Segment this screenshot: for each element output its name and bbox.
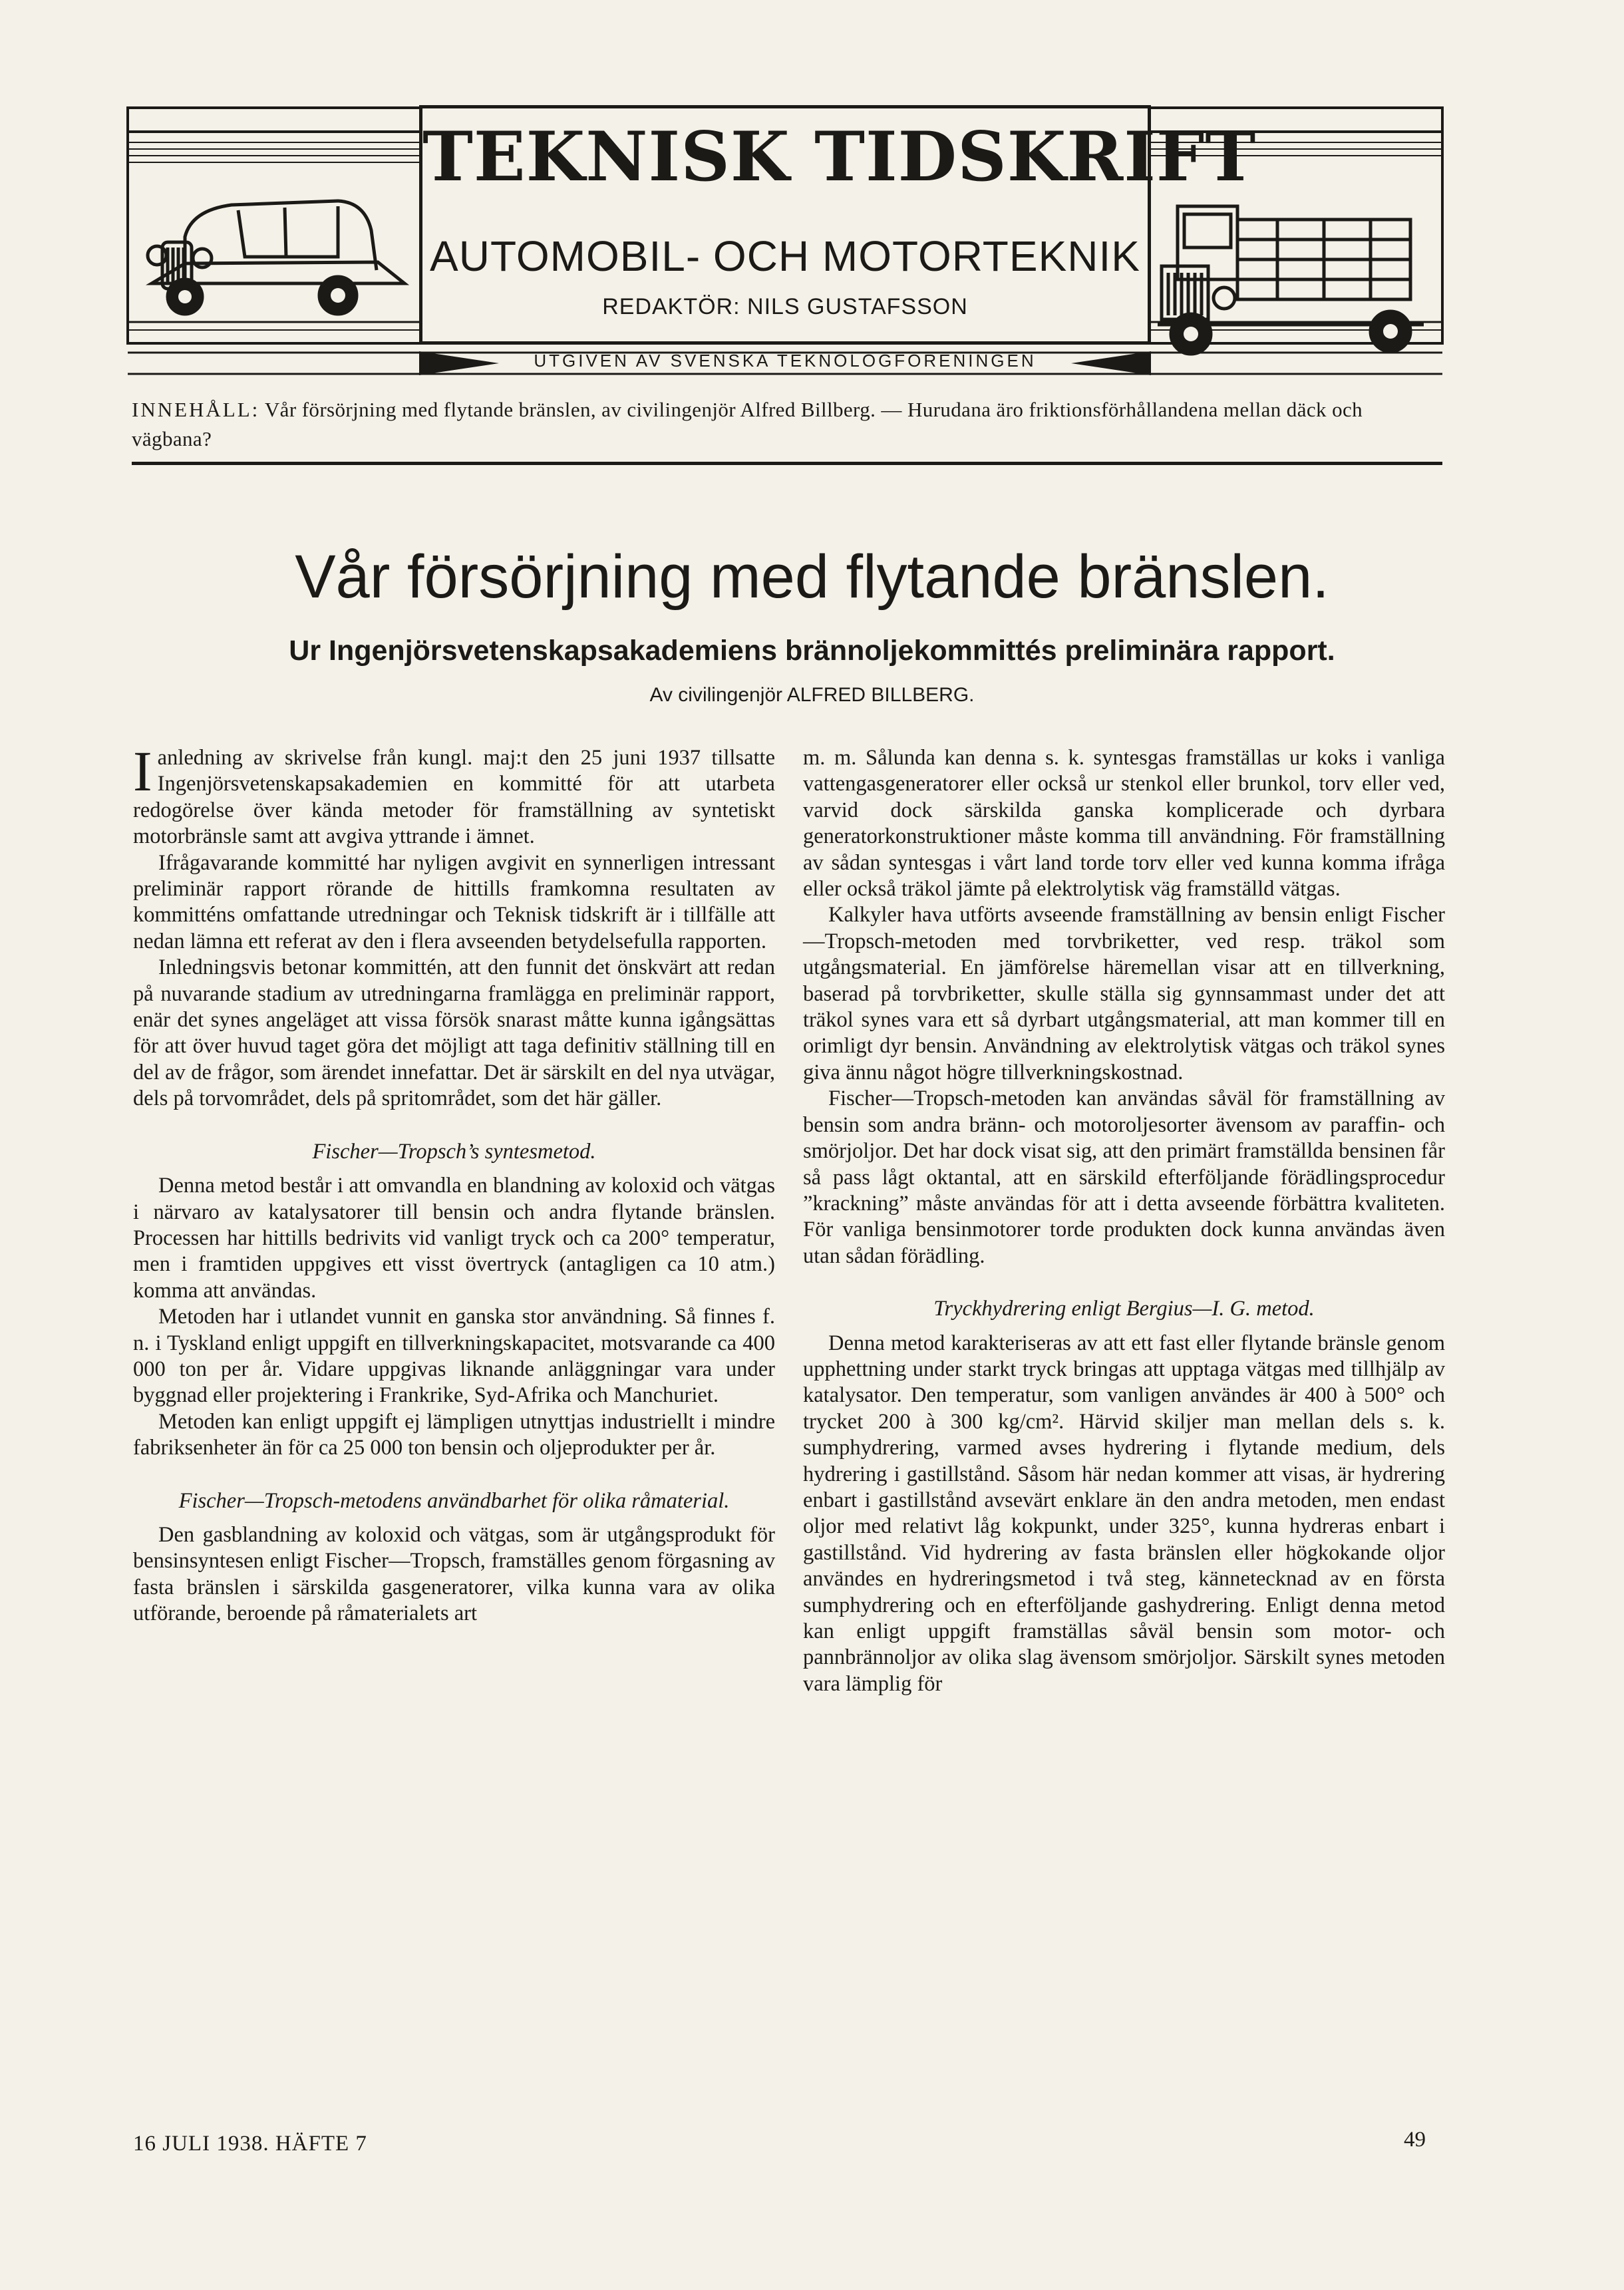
magazine-subtitle: AUTOMOBIL- OCH MOTORTEKNIK: [430, 232, 1140, 280]
magazine-title: TEKNISK TIDSKRIFT: [422, 117, 1257, 197]
paragraph: Ifrågavarande kommitté har nyligen avgivit en synnerligen intressant preliminär rapport rörande de hittills framkomna resultaten av kommitténs omfattande utredningar och Teknisk tidskrift är i tillfälle att nedan lämna ett referat av den i flera avseenden betydelsefulla rapporten.: [133, 850, 775, 953]
paragraph: Denna metod består i att omvandla en blandning av koloxid och vätgas i närvaro av katalysatorer till bensin och andra flytande bränslen. Processen har hittills bedrivits vid vanligt tryck och ca 200° temperatur, men i framtiden uppgives ett visst övertryck (antagligen ca 10 atm.) komma att användas.: [133, 1174, 775, 1303]
issue-date: 16 JULI 1938. HÄFTE 7: [133, 2132, 367, 2156]
paragraph: Metoden har i utlandet vunnit en ganska stor användning. Så finnes f. n. i Tyskland enligt uppgift en tillverkningskapacitet, motsvarande ca 400 000 ton per år. Vidare uppgivas liknande anläggningar vara under byggnad eller projektering i Frankrike, Syd-Afrika och Manchuriet.: [133, 1305, 775, 1408]
editor-line: REDAKTÖR: NILS GUSTAFSSON: [602, 294, 968, 319]
masthead-title-box: [419, 105, 1257, 345]
article-title: Vår försörjning med flytande bränslen.: [295, 543, 1329, 611]
contents-text: Vår försörjning med flytande bränslen, av civilingenjör Alfred Billberg. — Hurudana äro friktionsförhållandena mellan däck och vägbana?: [132, 398, 1363, 450]
article-subtitle: Ur Ingenjörsvetenskapsakademiens brännoljekommittés preliminära rapport.: [289, 635, 1335, 667]
paragraph: Ianledning av skrivelse från kungl. maj:t den 25 juni 1937 tillsatte Ingenjörsvetenskapsakademien en kommitté för att utarbeta redogörelse över kända metoder för framställning av syntetiskt motorbränsle samt att avgiva yttrande i ämnet.: [133, 739, 775, 849]
paragraph: Den gasblandning av koloxid och vätgas, som är utgångsprodukt för bensinsyntesen enligt Fischer—Tropsch, framställes genom förgasning av fasta bränslen i särskilda gasgeneratorer, vilka kunna vara av olika utförande, beroende på råmaterialets art: [133, 1522, 775, 1626]
contents-label: INNEHÅLL:: [132, 398, 260, 421]
right-column: [803, 745, 1445, 1697]
page-number: 49: [1404, 2128, 1426, 2152]
article-byline: Av civilingenjör ALFRED BILLBERG.: [649, 684, 975, 706]
section-heading: Tryckhydrering enligt Bergius—I. G. metod.: [933, 1297, 1315, 1321]
publisher-banner: [419, 345, 1151, 377]
publisher-banner-text: UTGIVEN AV SVENSKA TEKNOLOGFÖRENINGEN: [534, 351, 1037, 371]
section-heading: Fischer—Tropsch’s syntesmetod.: [312, 1139, 596, 1164]
contents-divider: [132, 462, 1442, 465]
paragraph: Kalkyler hava utförts avseende framställning av bensin enligt Fischer—Tropsch-metoden med torvbriketter, ved resp. träkol som utgångsmaterial. En jämförelse häremellan visar att en tillverkning, baserad på torvbriketter, skulle ställa sig gynnsammast under det att träkol synes vara ett så dyrbart utgångsmaterial, att man kommer till en orimligt dyr bensin. Användning av elektrolytisk vätgas och träkol synes giva ännu något högre tillverkningskostnad.: [803, 903, 1445, 1084]
car-illustration: [138, 184, 418, 317]
truck-illustration: [1158, 180, 1437, 359]
paragraph: Denna metod karakteriseras av att ett fast eller flytande bränsle genom upphettning under starkt tryck bringas att upptaga vätgas med tillhjälp av katalysator. Den temperatur, som vanligen användes är 400 à 500° och trycket 200 à 300 kg/cm². Härvid skiljer man mellan dels s. k. sumphydrering, varmed avses hydrering i flytande medium, dels hydrering i gastillstånd. Såsom här nedan kommer att visas, är hydrering enbart i gastillstånd avsevärt enklare än den andra metoden, men endast oljor med relativt låg kokpunkt, under 325°, kunna hydreras enbart i gastillstånd. Vid hydrering av fasta bränslen eller högkokande oljor användes en hydreringsmetod i två steg, kännetecknad av en första sumphydrering och en efterföljande gashydrering. Enligt denna metod kan enligt uppgift framställas såväl bensin som motor- och pannbrännoljor av olika slag ävensom smörjoljor. Särskilt synes metoden vara lämplig för: [803, 1331, 1445, 1696]
section-heading: Fischer—Tropsch-metodens användbarhet för olika råmaterial.: [178, 1488, 730, 1513]
paragraph: Fischer—Tropsch-metoden kan användas såväl för framställning av bensin som andra bränn- och motoroljesorter ävensom av paraffin- och smörjoljor. Det har dock visat sig, att den primärt framställda bensinen får så pass lågt oktantal, att en särskild efterföljande förädlingsprocedur ”krackning” måste användas för att i detta avseende förbättra kvaliteten. För vanliga bensinmotorer torde produkten dock kunna användas även utan sådan förädling.: [803, 1086, 1445, 1268]
paragraph: Metoden kan enligt uppgift ej lämpligen utnyttjas industriellt i mindre fabriksenheter än för ca 25 000 ton bensin och oljeprodukter per år.: [133, 1409, 775, 1460]
masthead: [126, 105, 1444, 379]
table-of-contents: [132, 395, 1442, 454]
paragraph: m. m. Sålunda kan denna s. k. syntesgas framställas ur koks i vanliga vattengasgeneratorer eller också ur stenkol eller brunkol, torv eller ved, varvid dock särskilda ganska komplicerade och dyrbara generatorkonstruktioner måste komma till användning. För framställning av sådan syntesgas i vårt land torde torv eller ved kunna komma ifråga eller också träkol jämte på elektrolytisk väg framställd vätgas.: [803, 746, 1445, 901]
paragraph: Inledningsvis betonar kommittén, att den funnit det önskvärt att redan på nuvarande stadium av utredningarna framlägga en preliminär rapport, enär det synes angeläget att vissa försök snarast måtte kunna igångsättas för att över huvud taget göra det möjligt att taga definitiv ställning till en del av de frågor, som ärendet innefattar. Det är särskilt en del nya utvägar, dels på torvområdet, dels på spritområdet, som det här gäller.: [133, 955, 775, 1111]
left-column: [133, 739, 775, 1627]
